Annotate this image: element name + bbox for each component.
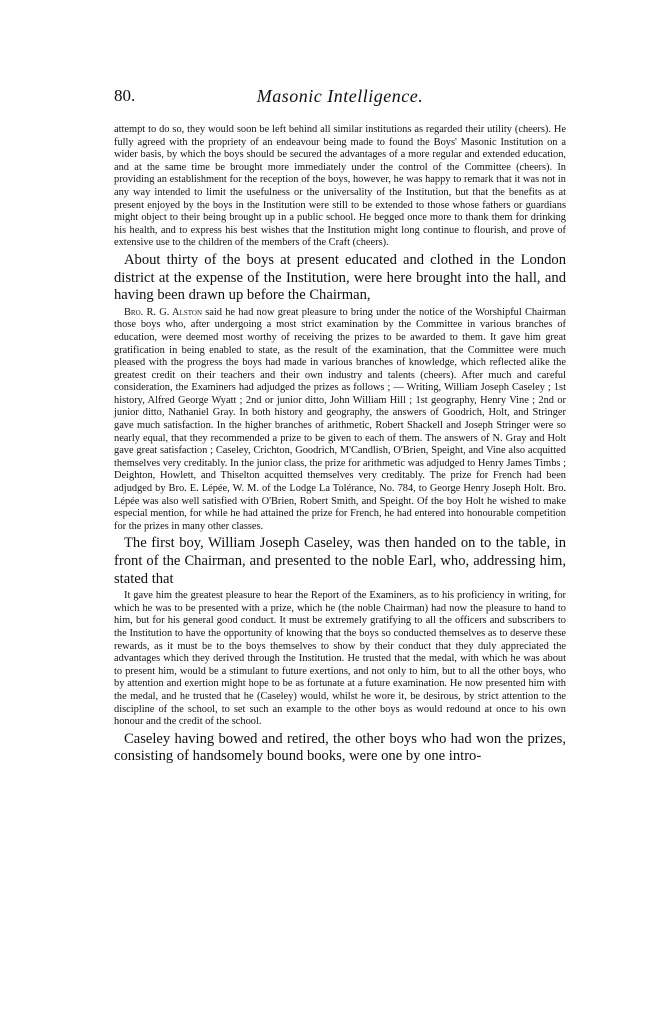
paragraph-committee-reply: attempt to do so, they would soon be left behind all similar institutions as regarded their utility (cheers). He fully agreed with the propriety of an endeavour being made to found the Boys' Masonic Institution on a wider basis, by which the boys should be secured the advantages of a more regular and extended education, and at the same time be brought more immediately under the control of the Committee (cheers). In providing an establishment for the reception of the boys, however, he was happy to remark that it was not in any way intended to limit the usefulness or the universality of the Institution, but that the benefits as at present enjoyed by the boys in the Institution were still to be extended to those whose fathers or guardians might object to their being brought up in a public school. He begged once more to thank them for drinking his health, and to express his best wishes that the Institution might long continue to flourish, and prove of extensive use to the children of the members of the Craft (cheers).: [114, 124, 566, 249]
paragraph-earl-address: It gave him the greatest pleasure to hear the Report of the Examiners, as to his proficiency in writing, for which he was to be presented with a prize, which he (the noble Chairman) had now the pleasure to hand to him, but for his general good conduct. It must be extremely gratifying to all the officers and subscribers to the Institution to have the opportunity of knowing that the boys so conducted themselves as to deserve these rewards, as it must be to the boys themselves to show by their conduct that they duly appreciated the advantages which they derived through the Institution. He trusted that the medal, with which he was about to present him, would be a stimulant to future exertions, and not only to him, but to all the other boys, who by attention and exertion might hope to be as fortunate at a future examination. He now presented him with the medal, and he trusted that he (Caseley) would, whilst he wore it, be desirous, by strict attention to the discipline of the school, to set such an example to the other boys as would redound at once to his own honour and the credit of the school.: [114, 590, 566, 728]
document-page: [114, 86, 566, 768]
running-head: [114, 86, 566, 110]
examiners-report-text: said he had now great pleasure to bring under the notice of the Worshipful Chairman those boys who, after undergoing a most strict examination by the Committee in various branches of education, were deemed most worthy of receiving the prizes to be awarded to them. It gave him great gratification in being enabled to state, as the result of the examination, that the Committee were much pleased with the progress the boys had made in various branches of knowledge, which reflected alike the greatest credit on their teachers and their own industry and talents (cheers). After much and careful consideration, the Examiners had adjudged the prizes as follows ; — Writing, William Joseph Caseley ; 1st history, Alfred George Wyatt ; 2nd or junior ditto, John William Hill ; 1st geography, Henry Vine ; 2nd or junior ditto, Nathaniel Gray. In both history and geography, the answers of Goodrich, Holt, and Stringer gave much satisfaction. In the higher branches of arithmetic, Robert Shackell and Joseph Stringer were so nearly equal, that they recommended a prize to be given to each of them. The answers of N. Gray and Holt gave great satisfaction ; Caseley, Crichton, Goodrich, M'Candlish, O'Brien, Speight, and Vine also acquitted themselves very creditably. In the junior class, the prize for arithmetic was adjudged to Henry James Timbs ; Deighton, Howlett, and Thiselton acquitted themselves very creditably. The prize for French had been adjudged by Bro. E. Lépée, W. M. of the Lodge La Tolérance, No. 784, to George Henry Joseph Holt. Bro. Lépée was also well satisfied with O'Brien, Robert Smith, and Speight. Of the boy Holt he wished to make especial mention, for while he had attained the prize for French, he had entered into honourable competition for the prizes in many other classes.: [114, 306, 566, 532]
paragraph-examiners-report: [114, 307, 566, 534]
paragraph-caseley-presented: The first boy, William Joseph Caseley, was then handed on to the table, in front of the Chairman, and presented to the noble Earl, who, addressing him, stated that: [114, 535, 566, 587]
running-title: Masonic Intelligence.: [256, 86, 424, 106]
paragraph-boys-brought-in: About thirty of the boys at present educated and clothed in the London district at the expense of the Institution, were here brought into the hall, and having been drawn up before the Chairman,: [114, 251, 566, 304]
paragraph-prizes-distributed: Caseley having bowed and retired, the other boys who had won the prizes, consisting of handsomely bound books, were one by one intro-: [114, 730, 566, 765]
page-number: 80.: [114, 86, 136, 105]
speaker-name: Bro. R. G. Alston: [124, 306, 202, 318]
